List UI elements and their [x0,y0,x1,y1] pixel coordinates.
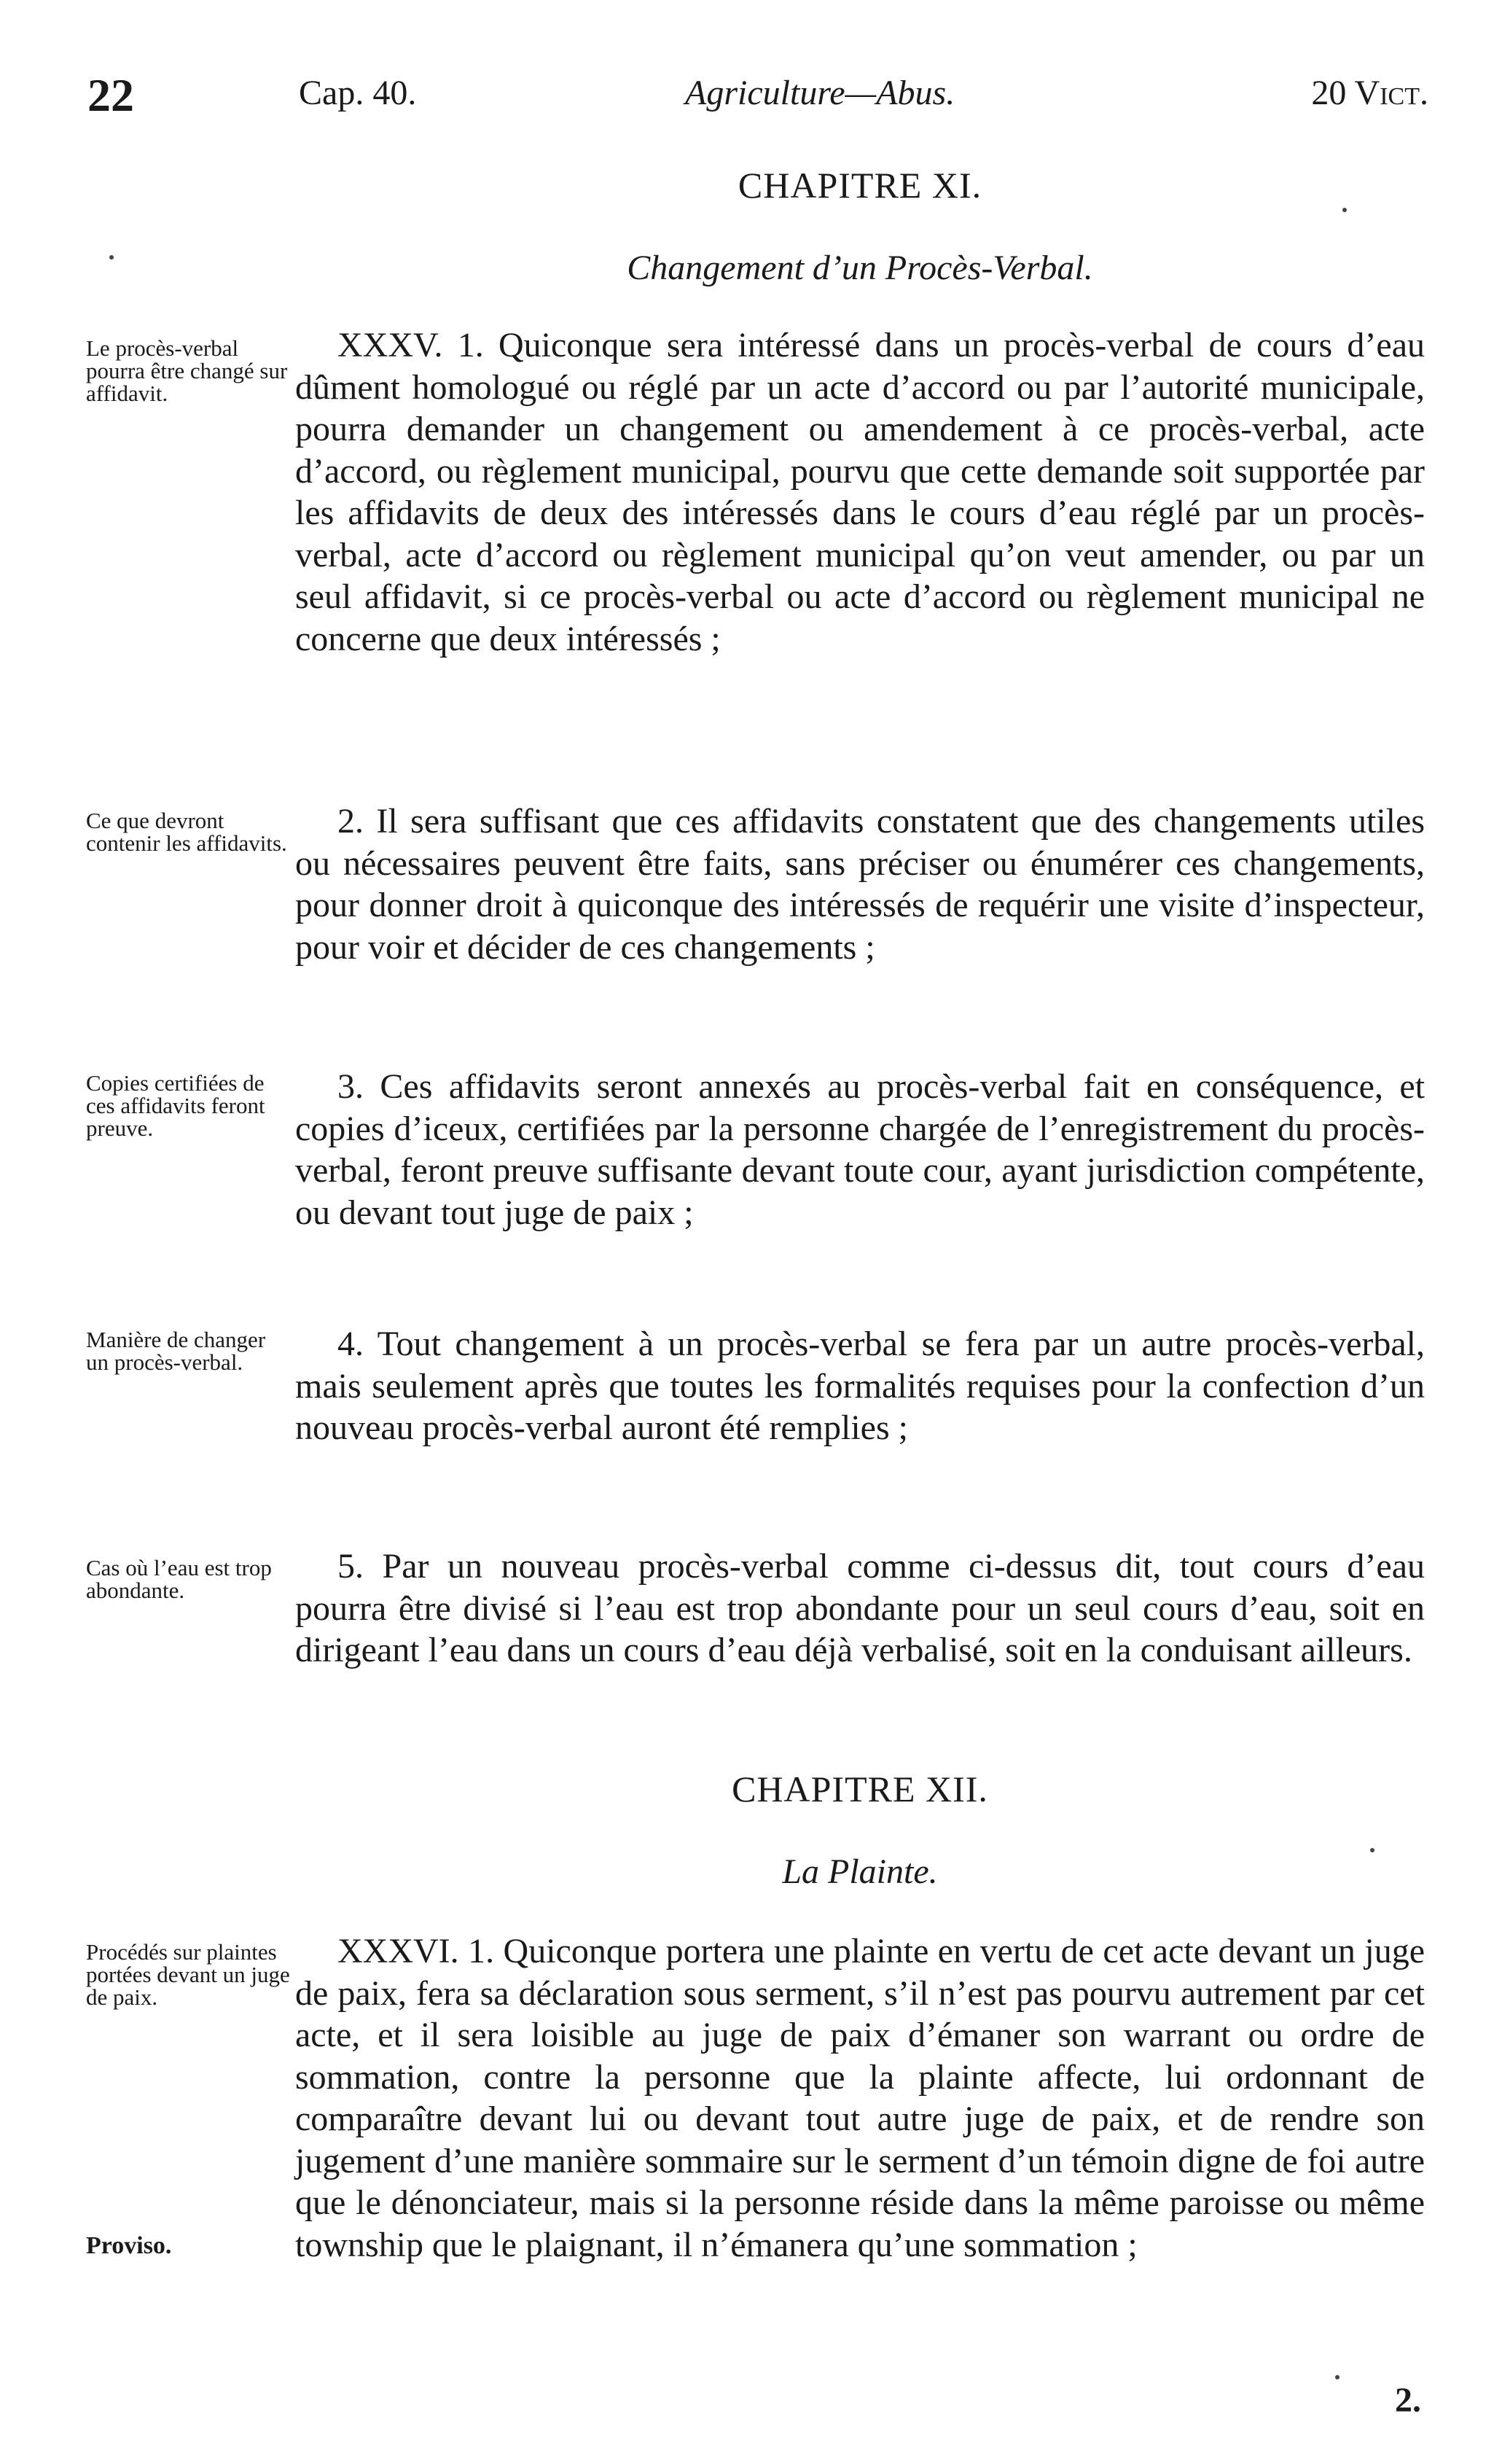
running-header [87,69,1428,124]
margin-note-proviso: Proviso. [86,2232,172,2259]
margin-note-xxxv-4: Manière de changer un procès-verbal. [86,1327,266,1375]
print-speck [1342,208,1347,212]
margin-note-xxxv-5: Cas où l’eau est trop abondante. [86,1555,272,1603]
section-xxxv-2: 2. Il sera suffisant que ces affidavits constatent que des changements utiles ou nécessaires peuvent être faits, sans préciser ou énumérer ces changements, pour donner droit à quiconque des intéressés de requérir une visite d’inspecteur, pour voir et décider de ces changements ; [295,802,1425,967]
chapter-reference: Cap. 40. [299,74,417,112]
regnal-year: 20 Vict. [1311,74,1428,112]
catchword: 2. [1395,2381,1421,2420]
print-speck [1335,2375,1339,2379]
page-number: 22 [87,69,134,121]
print-speck [1370,1848,1374,1852]
margin-note-xxxv-1: Le procès-verbal pourra être changé sur affidavit. [86,335,288,406]
margin-note-xxxv-3: Copies certifiées de ces affidavits feront preuve. [86,1070,265,1141]
section-xxxv-5: 5. Par un nouveau procès-verbal comme ci-dessus dit, tout cours d’eau pourra être divisé si l’eau est trop abondante pour un seul cours d’eau, soit en dirigeant l’eau dans un cours d’eau déjà verbalisé, soit en la conduisant ailleurs. [295,1547,1425,1669]
chapter-xii-heading: CHAPITRE XII. [732,1769,988,1809]
chapter-xi-heading: CHAPITRE XI. [738,165,982,206]
section-xxxv-4: 4. Tout changement à un procès-verbal se fera par un autre procès-verbal, mais seulement après que toutes les formalités requises pour la confection d’un nouveau procès-verbal auront été remplies ; [295,1325,1425,1447]
section-xxxv-3: 3. Ces affidavits seront annexés au procès-verbal fait en conséquence, et copies d’iceux, certifiées par la personne chargée de l’enregistrement du procès-verbal, feront preuve suffisante devant toute cour, ayant jurisdiction compétente, ou devant tout juge de paix ; [295,1067,1425,1232]
section-xxxvi-1: XXXVI. 1. Quiconque portera une plainte en vertu de cet acte devant un juge de paix, fera sa déclaration sous serment, s’il n’est pas pourvu autrement par cet acte, et il sera loisible au juge de paix d’émaner son warrant ou ordre de sommation, contre la personne que la plainte affecte, lui ordonnant de comparaître devant lui ou devant tout autre juge de paix, et de rendre son jugement d’une manière sommaire sur le serment d’un témoin digne de foi autre que le dénonciateur, mais si la personne réside dans la même paroisse ou même township que le plaignant, il n’émanera qu’une sommation ; [295,1932,1425,2264]
margin-note-xxxvi-1: Procédés sur plaintes portées devant un juge de paix. [86,1939,290,2010]
section-xxxv-1: XXXV. 1. Quiconque sera intéressé dans un procès-verbal de cours d’eau dûment homologué ou réglé par un acte d’accord ou par l’autorité municipale, pourra demander un changement ou amendement à ce procès-verbal, acte d’accord, ou règlement municipal, pourvu que cette demande soit supportée par les affidavits de deux des intéressés dans le cours d’eau réglé par un procès-verbal, acte d’accord ou règlement municipal qu’on veut amender, ou par un seul affidavit, si ce procès-verbal ou acte d’accord ou règlement municipal ne concerne que deux intéressés ; [295,326,1425,658]
print-speck [109,255,114,260]
margin-note-xxxv-2: Ce que devront contenir les affidavits. [86,808,287,856]
act-title: Agriculture—Abus. [685,74,955,112]
chapter-xi-subtitle: Changement d’un Procès-Verbal. [627,249,1093,287]
chapter-xii-subtitle: La Plainte. [782,1852,938,1891]
